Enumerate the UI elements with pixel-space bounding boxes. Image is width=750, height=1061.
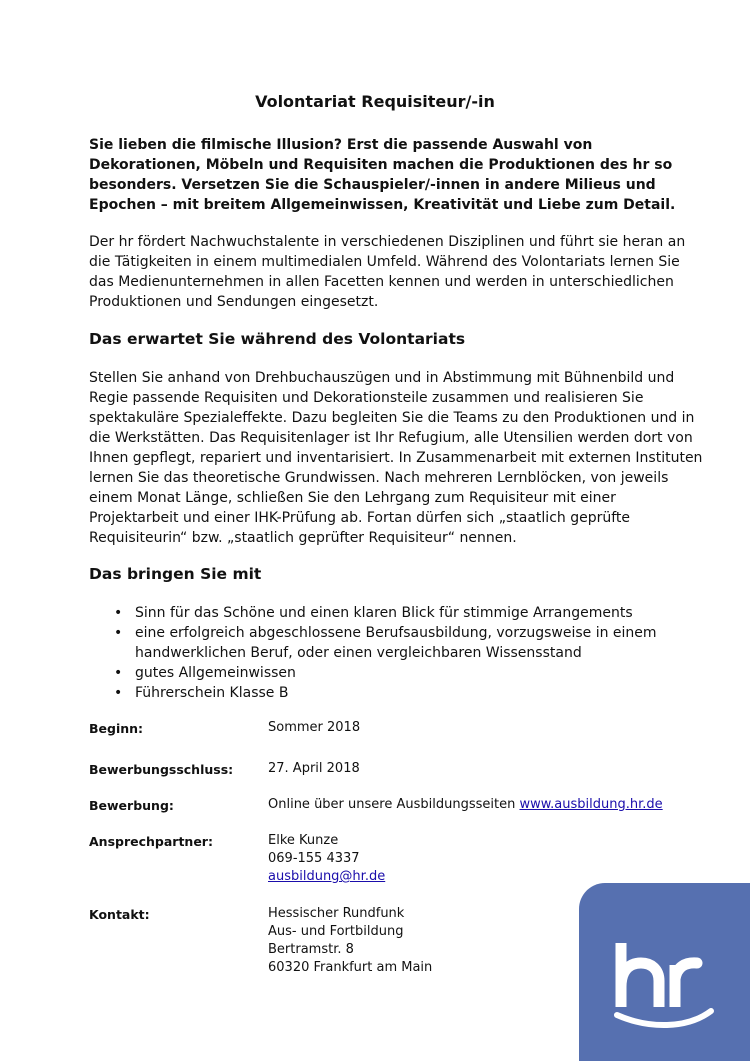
section-heading-requirements: Das bringen Sie mit xyxy=(89,565,262,583)
address-line: Aus- und Fortbildung xyxy=(268,924,404,939)
hr-logo-mark xyxy=(579,883,750,1061)
contact-person-name: Elke Kunze xyxy=(268,833,339,848)
requirements-list xyxy=(110,603,670,703)
hr-logo xyxy=(579,883,750,1061)
contact-label: Kontakt: xyxy=(89,907,150,922)
address-line: Hessischer Rundfunk xyxy=(268,906,405,921)
expectations-paragraph: Stellen Sie anhand von Drehbuchauszügen und in Abstimmung mit Bühnenbild und Regie passende Requisiten und Dekorationsteile zusammen und realisieren Sie spektakuläre Spezialeffekte. Dazu begleiten Sie die Teams zu den Produktionen und in die Werkstätten. Das Requisitenlager ist Ihr Refugium, alle Utensilien werden dort von Ihnen gepflegt, repariert und inventarisiert. In Zusammenarbeit mit externen Instituten lernen Sie das theoretische Grundwissen. Nach mehreren Lernblöcken, von jeweils einem Monat Länge, schließen Sie den Lehrgang zum Requisiteur mit einer Projektarbeit und einer IHK-Prüfung ab. Fortan dürfen sich „staatlich geprüfte Requisiteurin“ bzw. „staatlich geprüfter Requisiteur“ nennen. xyxy=(89,370,703,546)
contact-person-phone: 069-155 4337 xyxy=(268,851,360,866)
list-item: • eine erfolgreich abgeschlossene Berufsausbildung, vorzugsweise in einem handwerklichen Beruf, oder einen vergleichbaren Wissensstand xyxy=(110,623,670,663)
contact-email-link[interactable]: ausbildung@hr.de xyxy=(268,869,386,884)
page-title: Volontariat Requisiteur/-in xyxy=(255,92,495,111)
application-label: Bewerbung: xyxy=(89,798,174,813)
deadline-value: 27. April 2018 xyxy=(268,761,360,776)
address-line: 60320 Frankfurt am Main xyxy=(268,960,433,975)
application-value xyxy=(268,796,663,814)
list-item: • gutes Allgemeinwissen xyxy=(110,663,670,683)
address-line: Bertramstr. 8 xyxy=(268,942,354,957)
contact-person-value xyxy=(268,832,385,886)
application-link[interactable]: www.ausbildung.hr.de xyxy=(519,797,663,812)
list-item: • Führerschein Klasse B xyxy=(110,683,670,703)
start-value: Sommer 2018 xyxy=(268,720,361,735)
list-item: • Sinn für das Schöne und einen klaren Blick für stimmige Arrangements xyxy=(110,603,670,623)
start-label: Beginn: xyxy=(89,721,144,736)
contact-address xyxy=(268,905,432,977)
contact-person-label: Ansprechpartner: xyxy=(89,834,213,849)
application-text: Online über unsere Ausbildungsseiten xyxy=(268,797,520,812)
intro-paragraph: Der hr fördert Nachwuchstalente in verschiedenen Disziplinen und führt sie heran an die Tätigkeiten in einem multimedialen Umfeld. Während des Volontariats lernen Sie das Medienunternehmen in allen Facetten kennen und werden in unterschiedlichen Produktionen und Sendungen eingesetzt. xyxy=(89,234,686,310)
lead-paragraph: Sie lieben die filmische Illusion? Erst die passende Auswahl von Dekorationen, Möbeln und Requisiten machen die Produktionen des hr so besonders. Versetzen Sie die Schauspieler/-innen in andere Milieus und Epochen – mit breitem Allgemeinwissen, Kreativität und Liebe zum Detail. xyxy=(89,137,676,213)
deadline-label: Bewerbungsschluss: xyxy=(89,762,234,777)
section-heading-expectations: Das erwartet Sie während des Volontariats xyxy=(89,330,466,348)
